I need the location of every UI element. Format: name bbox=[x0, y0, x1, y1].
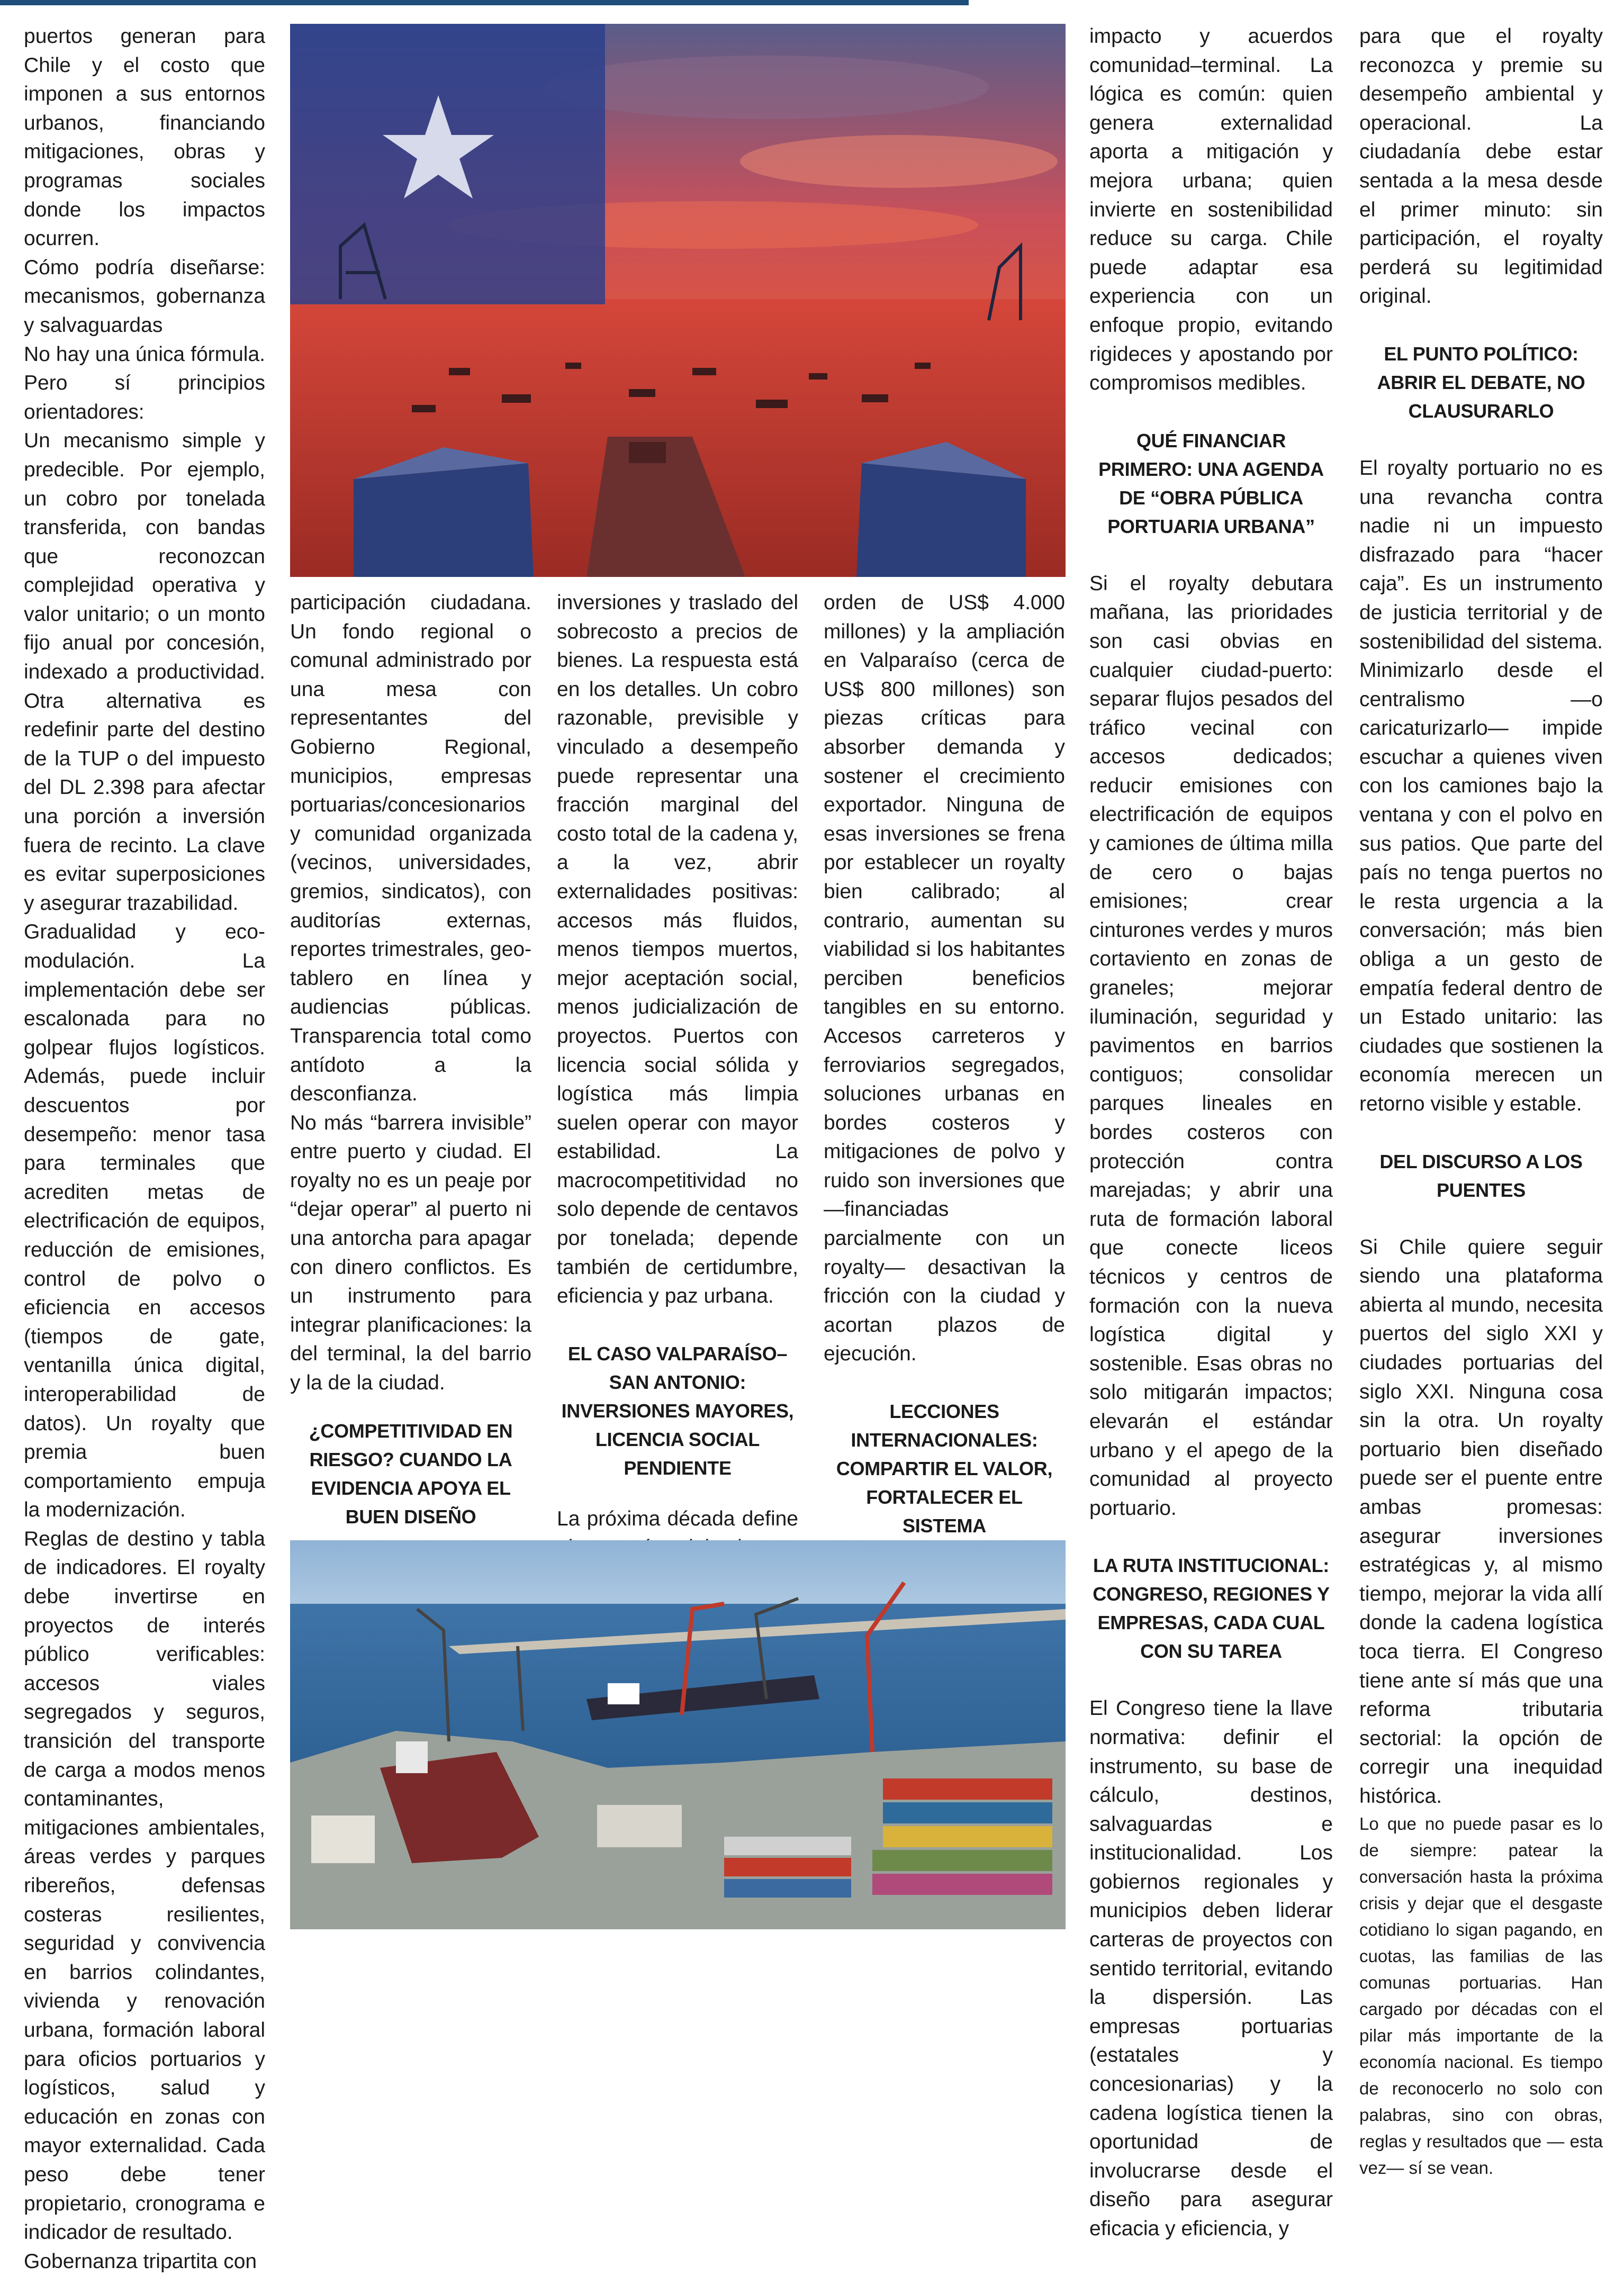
paragraph: Gradualidad y eco-modulación. La implementación debe ser escalonada para no golpear flujos logísticos. Además, puede incluir descuentos por desempeño: menor tasa para terminales que acrediten metas de electrificación de equipos, reducción de emisiones, control de polvo o eficiencia en accesos (tiempos de gate, ventanilla única digital, interoperabilidad de datos). Un royalty que premia buen comportamiento empuja la modernización. bbox=[24, 920, 265, 1522]
paragraph: No más “barrera invisible” entre puerto y ciudad. El royalty no es un peaje por “dejar operar” al puerto ni una antorcha para apagar con dinero conflictos. Es un instrumento para integrar planificaciones: la del terminal, la del barrio y la de la ciudad. bbox=[290, 1111, 531, 1395]
paragraph: para que el royalty reconozca y premie su desempeño ambiental y operacional. La ciudadanía debe estar sentada a la mesa desde el primer minuto: sin participación, el royalty perderá su legitimidad original. bbox=[1359, 25, 1603, 308]
paragraph: Si el royalty debutara mañana, las prioridades son casi obvias en cualquier ciudad-puerto: separar flujos pesados del tráfico vecinal con accesos dedicados; reducir emisiones con electrificación de equipos y camiones de última milla de cero o bajas emisiones; crear cinturones verdes y muros cortaviento en zonas de graneles; mejorar iluminación, seguridad y pavimentos en barrios contiguos; consolidar parques lineales en bordes costeros con protección contra marejadas; y abrir una ruta de formación laboral que conecte liceos técnicos y centros de formación con la nueva logística digital y sostenible. Esas obras no solo mitigarán impactos; elevarán el estándar urbano y el apego de la comunidad al proyecto portuario. bbox=[1089, 572, 1333, 1520]
column-6 bbox=[1359, 22, 1603, 2181]
paragraph: No hay una única fórmula. Pero sí principios orientadores: bbox=[24, 342, 265, 423]
port-flag-photo bbox=[290, 24, 1066, 577]
paragraph: puertos generan para Chile y el costo que imponen a sus entornos urbanos, financiando mitigaciones, obras y programas sociales donde los impactos ocurren. bbox=[24, 25, 265, 250]
column-3 bbox=[557, 589, 798, 1649]
section-heading: QUÉ FINANCIAR PRIMERO: UNA AGENDA DE “OBRA PÚBLICA PORTUARIA URBANA” bbox=[1098, 429, 1324, 537]
container-port-photo bbox=[290, 1540, 1066, 1929]
paragraph: Un mecanismo simple y predecible. Por ejemplo, un cobro por tonelada transferida, con bandas que reconozcan complejidad operativa y valor unitario; o un monto fijo anual por concesión, indexado a productividad. Otra alternativa es redefinir parte del destino de la TUP o del impuesto del DL 2.398 para afectar una porción a inversión fuera de recinto. La clave es evitar superposiciones y asegurar trazabilidad. bbox=[24, 429, 265, 915]
paragraph: El royalty portuario no es una revancha contra nadie ni un impuesto disfrazado para “hacer caja”. Es un instrumento de justicia territorial y de sostenibilidad del sistema. Minimizarlo desde el centralismo —o caricaturizarlo— impide escuchar a quienes viven con los camiones bajo la ventana y con el polvo en sus patios. Que parte del país no tenga puertos no le resta urgencia a la conversación; más bien obliga a un gesto de empatía federal dentro de un Estado unitario: las ciudades que sostienen la economía merecen un retorno visible y estable. bbox=[1359, 456, 1603, 1115]
paragraph: Gobernanza tripartita con bbox=[24, 2250, 257, 2273]
paragraph: Si Chile quiere seguir siendo una plataforma abierta al mundo, necesita puertos del siglo XXI y ciudades portuarias del siglo XXI. Ninguna cosa sin la otra. Un royalty portuario bien diseñado puede ser el puente entre ambas promesas: asegurar inversiones estratégicas y, al mismo tiempo, mejorar la vida allí donde la cadena logística toca tierra. El Congreso tiene ante sí más que una reforma tributaria sectorial: la opción de corregir una inequidad histórica. bbox=[1359, 1235, 1603, 1808]
section-heading: LA RUTA INSTITUCIONAL: CONGRESO, REGIONES Y EMPRESAS, CADA CUAL CON SU TAREA bbox=[1093, 1555, 1330, 1663]
paragraph: inversiones y traslado del sobrecosto a precios de bienes. La respuesta está en los detalles. Un cobro razonable, previsible y vinculado a desempeño puede representar una fracción marginal del costo total de la cadena y, a la vez, abrir externalidades positivas: accesos más fluidos, menos tiempos muertos, mejor aceptación social, menos judicialización de proyectos. Puertos con licencia social sólida y logística más limpia suelen operar con mayor estabilidad. La macrocompetitividad no solo depende de centavos por tonelada; depende también de certidumbre, eficiencia y paz urbana. bbox=[557, 591, 798, 1308]
column-5 bbox=[1089, 22, 1333, 2244]
paragraph: impacto y acuerdos comunidad–terminal. La lógica es común: quien genera externalidad aporta a mitigación y mejora urbana; quien invierte en sostenibilidad reduce su carga. Chile puede adaptar esa experiencia con un enfoque propio, evitando rigideces y apostando por compromisos medibles. bbox=[1089, 25, 1333, 395]
section-heading: EL CASO VALPARAÍSO–SAN ANTONIO: INVERSIONES MAYORES, LICENCIA SOCIAL PENDIENTE bbox=[561, 1342, 794, 1479]
paragraph: El Congreso tiene la llave normativa: definir el instrumento, su base de cálculo, destinos, salvaguardas e institucionalidad. Los gobiernos regionales y municipios deben liderar carteras de proyectos con sentido territorial, evitando la dispersión. Las empresas portuarias (estatales y concesionarias) y la cadena logística tienen la oportunidad de involucrarse desde el diseño para asegurar eficacia y eficiencia, y bbox=[1089, 1697, 1333, 2240]
column-2 bbox=[290, 589, 531, 1666]
column-1 bbox=[24, 22, 265, 2276]
section-heading: LECCIONES INTERNACIONALES: COMPARTIR EL VALOR, FORTALECER EL SISTEMA bbox=[836, 1401, 1053, 1537]
section-heading: ¿COMPETITIVIDAD EN RIESGO? CUANDO LA EVIDENCIA APOYA EL BUEN DISEÑO bbox=[309, 1420, 513, 1528]
paragraph-small: Lo que no puede pasar es lo de siempre: patear la conversación hasta la próxima crisis y dejar que el desgaste cotidiano lo sigan pagando, en cuotas, las familias de las comunas portuarias. Han cargado por décadas con el pilar más importante de la economía nacional. Es tiempo de reconocerlo no solo con palabras, sino con obras, reglas y resultados que — esta vez— sí se vean. bbox=[1359, 1814, 1603, 2178]
paragraph: Cómo podría diseñarse: mecanismos, gobernanza y salvaguardas bbox=[24, 256, 265, 337]
paragraph: Reglas de destino y tabla de indicadores. El royalty debe invertirse en proyectos de interés público verificables: accesos viales segregados y seguros, transición del transporte de carga a modos menos contaminantes, mitigaciones ambientales, áreas verdes y parques ribereños, defensas costeras resilientes, seguridad y convivencia en barrios colindantes, vivienda y renovación urbana, formación laboral para oficios portuarios y logísticos, salud y educación en zonas con mayor externalidad. Cada peso debe tener propietario, cronograma e indicador de resultado. bbox=[24, 1527, 265, 2244]
paragraph: participación ciudadana. Un fondo regional o comunal administrado por una mesa con representantes del Gobierno Regional, municipios, empresas portuarias/concesionarios y comunidad organizada (vecinos, universidades, gremios, sindicatos), con auditorías externas, reportes trimestrales, geo-tablero en línea y audiencias públicas. Transparencia total como antídoto a la desconfianza. bbox=[290, 591, 531, 1106]
section-heading: DEL DISCURSO A LOS PUENTES bbox=[1379, 1150, 1583, 1201]
paragraph: orden de US$ 4.000 millones) y la ampliación en Valparaíso (cerca de US$ 800 millones) son piezas críticas para absorber demanda y sostener el crecimiento exportador. Ninguna de esas inversiones se frena por establecer un royalty bien calibrado; al contrario, aumentan su viabilidad si los habitantes perciben beneficios tangibles en su entorno. Accesos carreteros y ferroviarios segregados, soluciones urbanas en bordes costeros y mitigaciones de polvo y ruido son inversiones que —financiadas parcialmente con un royalty— desactivan la fricción con la ciudad y acortan plazos de ejecución. bbox=[824, 591, 1065, 1366]
paragraph: La próxima década define bbox=[557, 1507, 798, 1530]
section-heading: EL PUNTO POLÍTICO: ABRIR EL DEBATE, NO CLAUSURARLO bbox=[1377, 342, 1585, 422]
top-color-bar bbox=[0, 0, 969, 5]
